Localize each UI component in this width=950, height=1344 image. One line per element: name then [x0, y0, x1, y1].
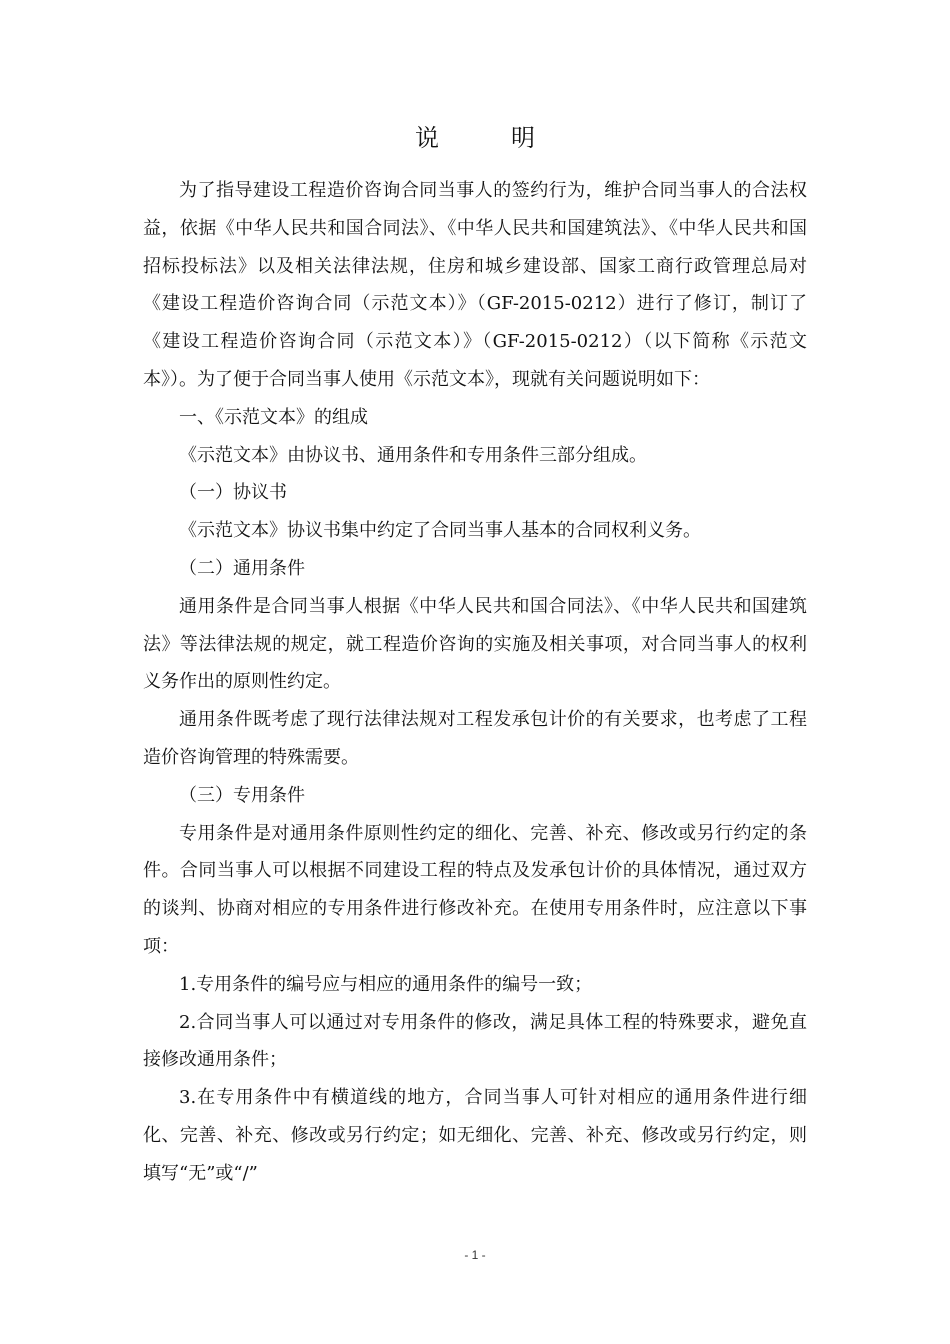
subheading-general-conditions: （二）通用条件 [179, 557, 305, 579]
page-title: 说 明 [415, 124, 559, 152]
paragraph-composition: 《示范文本》由协议书、通用条件和专用条件三部分组成。 [179, 444, 647, 466]
paragraph-general-conditions-2: 通用条件既考虑了现行法律法规对工程发承包计价的有关要求，也考虑了工程造价咨询管理的特殊需要。 [143, 709, 807, 768]
page-number: - 1 - [464, 1248, 486, 1262]
list-item-3: 3.在专用条件中有横道线的地方，合同当事人可针对相应的通用条件进行细化、完善、补充、修改或另行约定；如无细化、完善、补充、修改或另行约定，则填写“无”或“/” [143, 1087, 807, 1184]
section-heading-composition: 一、《示范文本》的组成 [179, 406, 368, 428]
intro-paragraph: 为了指导建设工程造价咨询合同当事人的签约行为，维护合同当事人的合法权益，依据《中华人民共和国合同法》、《中华人民共和国建筑法》、《中华人民共和国招标投标法》以及相关法律法规，住房和城乡建设部、国家工商行政管理总局对《建设工程造价咨询合同（示范文本）》（GF-2015-0212）进行了修订，制订了《建设工程造价咨询合同（示范文本）》（GF-2015-0212）（以下简称《示范文本》）。为了便于合同当事人使用《示范文本》，现就有关问题说明如下： [143, 180, 807, 390]
list-item-2: 2.合同当事人可以通过对专用条件的修改，满足具体工程的特殊要求，避免直接修改通用条件； [143, 1011, 807, 1071]
document-body [143, 172, 807, 1193]
paragraph-agreement: 《示范文本》协议书集中约定了合同当事人基本的合同权利义务。 [179, 520, 701, 542]
paragraph-general-conditions-1: 通用条件是合同当事人根据《中华人民共和国合同法》、《中华人民共和国建筑法》等法律法规的规定，就工程造价咨询的实施及相关事项，对合同当事人的权利义务作出的原则性约定。 [143, 595, 807, 693]
list-item-1: 1.专用条件的编号应与相应的通用条件的编号一致； [179, 973, 593, 995]
paragraph-special-conditions: 专用条件是对通用条件原则性约定的细化、完善、补充、修改或另行约定的条件。合同当事人可以根据不同建设工程的特点及发承包计价的具体情况，通过双方的谈判、协商对相应的专用条件进行修改补充。在使用专用条件时，应注意以下事项： [143, 822, 807, 957]
subheading-special-conditions: （三）专用条件 [179, 784, 305, 806]
subheading-agreement: （一）协议书 [179, 482, 287, 504]
